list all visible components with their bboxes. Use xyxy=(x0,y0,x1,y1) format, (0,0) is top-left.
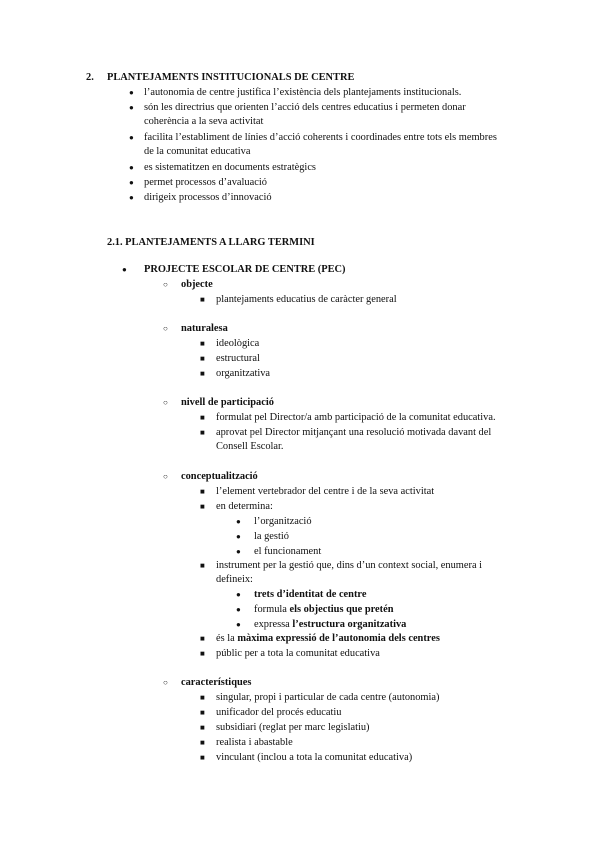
list-item: permet processos d’avaluació xyxy=(144,177,267,188)
group-heading-participacio: nivell de participació xyxy=(181,397,274,408)
list-item: aprovat pel Director mitjançant una resolució motivada davant del xyxy=(216,427,492,438)
bullet-square: ■ xyxy=(200,428,205,437)
list-item: singular, propi i particular de cada centre (autonomia) xyxy=(216,692,440,703)
list-item: realista i abastable xyxy=(216,737,293,748)
list-item: en determina: xyxy=(216,501,273,512)
bullet-square: ■ xyxy=(200,723,205,732)
bullet-dot: ● xyxy=(129,178,134,187)
bullet-square: ■ xyxy=(200,634,205,643)
pec-heading: PROJECTE ESCOLAR DE CENTRE (PEC) xyxy=(144,264,346,275)
list-item: vinculant (inclou a tota la comunitat educativa) xyxy=(216,752,413,763)
list-item: subsidiari (reglat per marc legislatiu) xyxy=(216,722,370,733)
list-item: trets d’identitat de centre xyxy=(254,589,367,600)
list-item: organitzativa xyxy=(216,368,271,379)
bullet-square: ■ xyxy=(200,487,205,496)
list-item-lead: formula xyxy=(254,604,287,615)
list-item: unificador del procés educatiu xyxy=(216,707,342,718)
bullet-dot: ● xyxy=(236,547,241,556)
bullet-dot: ● xyxy=(129,133,134,142)
bullet-square: ■ xyxy=(200,693,205,702)
bullet-circle: ○ xyxy=(163,678,168,687)
bullet-dot: ● xyxy=(129,163,134,172)
list-item: ideològica xyxy=(216,338,260,349)
bullet-square: ■ xyxy=(200,738,205,747)
bullet-dot: ● xyxy=(129,103,134,112)
section-number: 2. xyxy=(86,72,94,83)
list-item-continuation: defineix: xyxy=(216,574,253,585)
bullet-dot: ● xyxy=(129,193,134,202)
group-heading-naturalesa: naturalesa xyxy=(181,323,228,334)
list-item: públic per a tota la comunitat educativa xyxy=(216,648,380,659)
bullet-dot: ● xyxy=(129,88,134,97)
list-item-lead: expressa xyxy=(254,619,290,630)
list-item-lead: és la xyxy=(216,633,235,644)
list-item: dirigeix processos d’innovació xyxy=(144,192,272,203)
bullet-circle: ○ xyxy=(163,472,168,481)
list-item: l’organització xyxy=(254,516,312,527)
list-item: instrument per la gestió que, dins d’un context social, enumera i xyxy=(216,560,483,571)
bullet-square: ■ xyxy=(200,561,205,570)
bullet-circle: ○ xyxy=(163,324,168,333)
list-item: la gestió xyxy=(254,531,289,542)
bullet-square: ■ xyxy=(200,369,205,378)
list-item-continuation: Consell Escolar. xyxy=(216,441,284,452)
bullet-dot: ● xyxy=(236,532,241,541)
bullet-square: ■ xyxy=(200,753,205,762)
bullet-square: ■ xyxy=(200,708,205,717)
list-item: el funcionament xyxy=(254,546,322,557)
bullet-square: ■ xyxy=(200,295,205,304)
list-item: es sistematitzen en documents estratègics xyxy=(144,162,316,173)
bullet-dot: ● xyxy=(122,265,127,274)
list-item: facilita l’establiment de línies d’acció coherents i coordinades entre tots els membres xyxy=(144,132,497,143)
list-item: l’element vertebrador del centre i de la seva activitat xyxy=(216,486,435,497)
bullet-square: ■ xyxy=(200,413,205,422)
bullet-square: ■ xyxy=(200,502,205,511)
list-item-emphasis: l’estructura organitzativa xyxy=(292,619,407,630)
list-item xyxy=(254,618,406,632)
list-item: plantejaments educatius de caràcter general xyxy=(216,294,397,305)
section-title: PLANTEJAMENTS INSTITUCIONALS DE CENTRE xyxy=(107,72,355,83)
bullet-circle: ○ xyxy=(163,280,168,289)
group-heading-caracteristiques: característiques xyxy=(181,677,252,688)
bullet-square: ■ xyxy=(200,649,205,658)
bullet-dot: ● xyxy=(236,517,241,526)
list-item: formulat pel Director/a amb participació de la comunitat educativa. xyxy=(216,412,496,423)
bullet-dot: ● xyxy=(236,605,241,614)
list-item-emphasis: màxima expressió de l’autonomia dels centres xyxy=(237,633,440,644)
group-heading-objecte: objecte xyxy=(181,279,213,290)
list-item xyxy=(254,603,394,617)
bullet-square: ■ xyxy=(200,354,205,363)
bullet-square: ■ xyxy=(200,339,205,348)
bullet-dot: ● xyxy=(236,620,241,629)
list-item-continuation: de la comunitat educativa xyxy=(144,146,251,157)
subsection-title: 2.1. PLANTEJAMENTS A LLARG TERMINI xyxy=(107,237,315,248)
list-item xyxy=(216,632,440,646)
list-item: són les directrius que orienten l’acció dels centres educatius i permeten donar xyxy=(144,102,466,113)
list-item: l’autonomia de centre justifica l’existència dels plantejaments institucionals. xyxy=(144,87,462,98)
bullet-dot: ● xyxy=(236,590,241,599)
group-heading-conceptualitzacio: conceptualització xyxy=(181,471,258,482)
list-item-continuation: coherència a la seva activitat xyxy=(144,116,264,127)
list-item: estructural xyxy=(216,353,260,364)
bullet-circle: ○ xyxy=(163,398,168,407)
list-item-emphasis: els objectius que pretén xyxy=(289,604,394,615)
